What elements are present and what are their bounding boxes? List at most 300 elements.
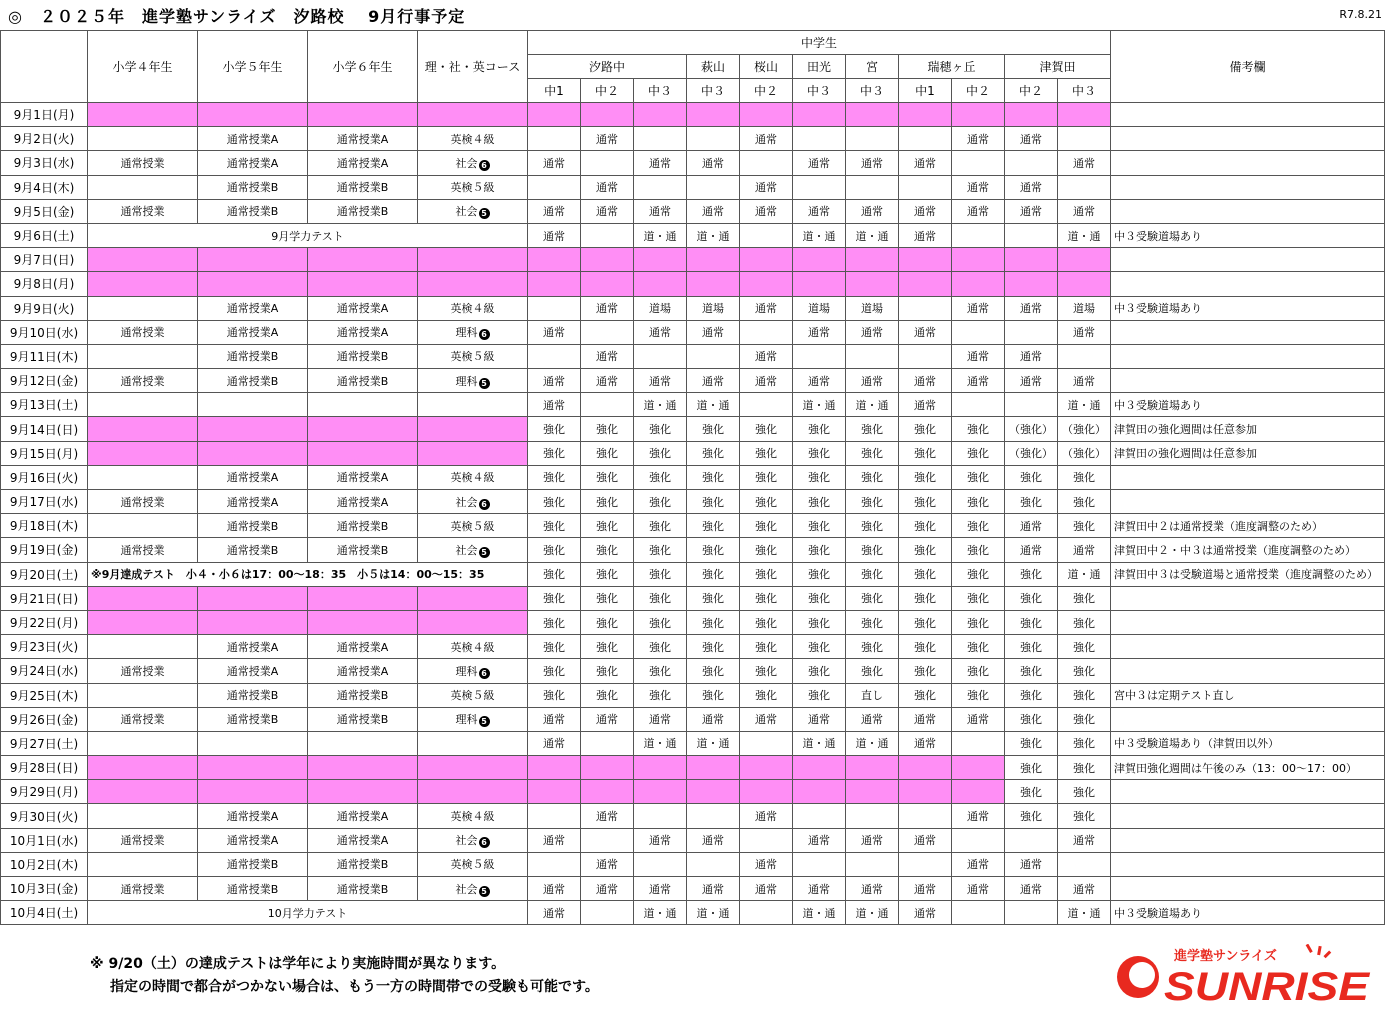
closed-cell [899,103,952,127]
middle-school-cell [740,151,793,175]
middle-school-cell: 道・通 [634,901,687,925]
school-header-sakurayama: 桜山 [740,55,793,79]
middle-school-cell: 強化 [1005,586,1058,610]
closed-cell [581,272,634,296]
middle-school-cell: 通常 [581,344,634,368]
elementary-cell: 通常授業A [198,828,308,852]
middle-school-cell: 通常 [687,151,740,175]
middle-school-cell: 強化 [528,490,581,514]
table-row [1,877,1385,901]
middle-school-cell: 強化 [1058,490,1111,514]
elementary-cell: 英検４級 [418,296,528,320]
date-cell: 9月18日(木) [1,514,88,538]
middle-school-cell: 強化 [1005,683,1058,707]
middle-school-cell: 道・通 [1058,901,1111,925]
middle-school-cell: 通常 [687,877,740,901]
middle-school-cell: （強化） [1005,417,1058,441]
closed-cell [687,756,740,780]
middle-school-cell: 強化 [740,538,793,562]
date-cell: 9月25日(木) [1,683,88,707]
table-row [1,586,1385,610]
date-cell: 9月11日(木) [1,344,88,368]
table-row [1,272,1385,296]
elementary-cell [308,731,418,755]
date-cell: 9月19日(金) [1,538,88,562]
middle-school-cell [793,344,846,368]
middle-school-cell: 通常 [1005,175,1058,199]
middle-school-cell: 強化 [1058,635,1111,659]
elementary-cell [418,877,528,901]
session-number-badge: 5 [479,547,490,558]
date-cell: 10月1日(水) [1,828,88,852]
date-cell: 9月6日(土) [1,223,88,247]
closed-cell [634,248,687,272]
closed-cell [528,272,581,296]
middle-school-cell: （強化） [1058,417,1111,441]
session-number-badge: 5 [479,886,490,897]
table-row [1,248,1385,272]
elementary-cell: 通常授業A [198,659,308,683]
middle-school-cell: 強化 [1058,514,1111,538]
closed-cell [308,103,418,127]
middle-school-cell [1005,223,1058,247]
closed-cell [528,780,581,804]
middle-school-cell: 強化 [952,610,1005,634]
table-row [1,344,1385,368]
middle-school-cell [634,804,687,828]
middle-school-cell: 通常 [581,127,634,151]
middle-school-cell [687,344,740,368]
middle-school-cell: 強化 [1058,659,1111,683]
middle-school-cell [634,127,687,151]
middle-school-cell: 強化 [528,635,581,659]
middle-school-cell: 強化 [687,586,740,610]
elementary-cell: 英検４級 [418,804,528,828]
table-row [1,828,1385,852]
remarks-cell [1111,151,1385,175]
middle-school-cell [1058,175,1111,199]
middle-school-cell [846,175,899,199]
middle-school-cell: 通常 [952,804,1005,828]
elementary-cell: 通常授業B [198,538,308,562]
grade-subheader: 中２ [581,79,634,103]
remarks-header: 備考欄 [1111,31,1385,103]
elementary-cell: 英検５級 [418,683,528,707]
elementary-cell: 通常授業A [198,635,308,659]
remarks-cell [1111,175,1385,199]
middle-school-cell: 強化 [740,417,793,441]
elementary-cell [88,514,198,538]
closed-cell [1005,272,1058,296]
date-cell: 9月4日(木) [1,175,88,199]
middle-school-cell [793,852,846,876]
closed-cell [88,272,198,296]
grade-subheader: 中３ [687,79,740,103]
elementary-cell: 英検４級 [418,127,528,151]
middle-school-cell [740,901,793,925]
middle-school-cell: 強化 [687,417,740,441]
middle-school-cell [581,731,634,755]
closed-cell [308,756,418,780]
middle-school-cell: 強化 [528,562,581,586]
middle-school-cell [899,804,952,828]
remarks-cell [1111,272,1385,296]
middle-school-cell [687,175,740,199]
closed-cell [952,780,1005,804]
middle-school-cell: 道・通 [846,223,899,247]
closed-cell [88,586,198,610]
table-row [1,804,1385,828]
closed-cell [581,248,634,272]
closed-cell [846,103,899,127]
elementary-cell: 通常授業A [308,635,418,659]
middle-school-cell: 強化 [581,417,634,441]
middle-school-cell [793,127,846,151]
middle-school-cell: 通常 [952,175,1005,199]
elementary-cell: 通常授業B [308,175,418,199]
table-row [1,417,1385,441]
middle-school-cell: 通常 [846,320,899,344]
middle-school-cell: 通常 [740,804,793,828]
closed-cell [528,248,581,272]
elementary-cell: 通常授業A [198,320,308,344]
middle-school-cell: 強化 [899,683,952,707]
elementary-cell: 通常授業A [308,465,418,489]
middle-school-cell: 通常 [687,369,740,393]
middle-school-cell: （強化） [1005,441,1058,465]
middle-school-cell: 強化 [899,417,952,441]
elementary-cell [88,344,198,368]
elementary-cell: 通常授業B [198,175,308,199]
middle-school-cell: 強化 [846,562,899,586]
table-row [1,659,1385,683]
middle-school-cell [740,828,793,852]
middle-school-cell: 道・通 [1058,562,1111,586]
middle-school-cell: 強化 [581,562,634,586]
middle-school-cell: 通常 [528,320,581,344]
table-row [1,901,1385,925]
middle-school-cell: 通常 [899,731,952,755]
table-row [1,103,1385,127]
remarks-cell [1111,369,1385,393]
school-header-tako: 田光 [793,55,846,79]
closed-cell [88,610,198,634]
elementary-cell: 通常授業A [308,127,418,151]
date-cell: 9月29日(月) [1,780,88,804]
closed-cell [793,103,846,127]
middle-school-cell: 強化 [740,659,793,683]
schedule-body [1,103,1385,925]
middle-school-cell [528,852,581,876]
middle-school-cell: 強化 [1058,780,1111,804]
middle-school-cell: 強化 [634,441,687,465]
closed-cell [418,586,528,610]
middle-school-cell: 通常 [634,320,687,344]
table-row [1,175,1385,199]
middle-school-cell: 通常 [687,199,740,223]
middle-school-cell: 強化 [1005,465,1058,489]
closed-cell [198,780,308,804]
middle-school-cell: 強化 [687,514,740,538]
middle-school-cell: 強化 [952,490,1005,514]
closed-cell [198,586,308,610]
middle-school-cell: 強化 [634,538,687,562]
middle-school-cell: 強化 [528,610,581,634]
elementary-cell: 通常授業B [308,852,418,876]
page-title: ◎ ２０２５年 進学塾サンライズ 汐路校 9月行事予定 [8,7,466,26]
session-number-badge: 6 [479,837,490,848]
closed-cell [634,272,687,296]
closed-cell [308,586,418,610]
table-row [1,707,1385,731]
table-row [1,127,1385,151]
middle-school-cell: 強化 [581,490,634,514]
middle-school-cell: 強化 [740,610,793,634]
middle-school-cell: 強化 [952,514,1005,538]
elementary-span-cell: ※9月達成テスト 小４・小６は17：00～18：35 小５は14：00～15：35 [88,562,528,586]
elementary-cell: 通常授業B [308,707,418,731]
school-header-mizuhogaoka: 瑞穂ヶ丘 [899,55,1005,79]
middle-school-cell: 通常 [528,369,581,393]
subject-label: 理科 [455,374,478,388]
elementary-cell: 英検５級 [418,175,528,199]
middle-school-cell: 通常 [581,707,634,731]
closed-cell [1005,103,1058,127]
closed-cell [793,756,846,780]
middle-school-cell [846,344,899,368]
closed-cell [846,248,899,272]
middle-school-cell: 強化 [793,610,846,634]
middle-school-cell [528,127,581,151]
remarks-cell [1111,828,1385,852]
grade-subheader: 中２ [740,79,793,103]
middle-school-cell [740,731,793,755]
middle-school-cell: 強化 [952,635,1005,659]
middle-school-cell: 通常 [740,852,793,876]
middle-school-cell: 強化 [634,562,687,586]
elementary-cell [88,804,198,828]
date-cell: 9月16日(火) [1,465,88,489]
middle-school-cell [952,828,1005,852]
middle-school-cell [581,151,634,175]
middle-school-cell: 強化 [1058,586,1111,610]
date-cell: 9月5日(金) [1,199,88,223]
grade-subheader: 中３ [1058,79,1111,103]
school-header-hagiyama: 萩山 [687,55,740,79]
middle-school-cell: 通常 [899,199,952,223]
subject-label: 理科 [455,326,478,340]
middle-school-cell: 通常 [1005,877,1058,901]
closed-cell [88,756,198,780]
remarks-cell [1111,877,1385,901]
middle-school-cell [846,804,899,828]
middle-school-cell: 強化 [952,538,1005,562]
elementary-cell: 通常授業A [308,320,418,344]
middle-school-cell: 強化 [581,465,634,489]
middle-school-cell: 強化 [952,562,1005,586]
date-cell: 10月3日(金) [1,877,88,901]
closed-cell [952,756,1005,780]
middle-school-cell: 通常 [581,877,634,901]
middle-school-cell [793,175,846,199]
closed-cell [308,441,418,465]
middle-school-cell: 通常 [581,804,634,828]
elementary-cell: 英検５級 [418,344,528,368]
middle-school-cell: 通常 [952,296,1005,320]
middle-school-cell: 通常 [581,199,634,223]
middle-school-cell: 強化 [1005,756,1058,780]
middle-school-cell: 強化 [634,683,687,707]
middle-school-cell: 通常 [793,151,846,175]
middle-school-cell: 強化 [793,659,846,683]
middle-school-cell: 道・通 [1058,223,1111,247]
middle-school-cell: 直し [846,683,899,707]
middle-school-cell: 強化 [793,417,846,441]
closed-cell [88,441,198,465]
remarks-cell [1111,804,1385,828]
elementary-cell: 通常授業A [308,804,418,828]
middle-school-cell: 強化 [952,586,1005,610]
closed-cell [740,103,793,127]
middle-school-cell: 強化 [687,465,740,489]
middle-school-cell: 通常 [1005,852,1058,876]
middle-school-cell: 強化 [1005,780,1058,804]
middle-school-cell: 強化 [793,441,846,465]
middle-school-cell [1005,901,1058,925]
elementary-cell: 通常授業B [308,683,418,707]
middle-school-cell: 強化 [952,465,1005,489]
middle-school-cell: 強化 [793,562,846,586]
closed-cell [581,780,634,804]
middle-school-cell: 強化 [846,659,899,683]
remarks-cell: 津賀田強化週間は午後のみ（13：00～17：00） [1111,756,1385,780]
closed-cell [899,756,952,780]
elementary-cell [198,731,308,755]
middle-school-cell: 道・通 [687,731,740,755]
table-row [1,296,1385,320]
middle-school-cell [1058,127,1111,151]
session-number-badge: 6 [479,160,490,171]
remarks-cell: 津賀田の強化週間は任意参加 [1111,417,1385,441]
middle-school-cell: 強化 [528,514,581,538]
middle-school-cell: 通常 [581,296,634,320]
middle-school-cell: 強化 [793,635,846,659]
middle-school-cell: 強化 [793,490,846,514]
middle-school-cell: 強化 [846,635,899,659]
middle-school-cell: 強化 [634,514,687,538]
middle-school-cell [581,393,634,417]
elementary-cell: 通常授業 [88,369,198,393]
schedule-table [0,30,1385,925]
elementary-cell: 通常授業 [88,320,198,344]
elementary-cell [418,828,528,852]
elementary-cell: 通常授業 [88,490,198,514]
elementary-cell [88,852,198,876]
date-cell: 10月2日(木) [1,852,88,876]
middle-school-cell: 強化 [634,610,687,634]
closed-cell [88,103,198,127]
closed-cell [308,780,418,804]
grade-subheader: 中1 [899,79,952,103]
middle-school-cell: 強化 [1005,635,1058,659]
sunrise-logo [1112,944,1377,1006]
middle-school-cell: 強化 [528,441,581,465]
middle-school-cell: 強化 [1005,610,1058,634]
middle-school-cell: 通常 [899,828,952,852]
middle-school-cell: 道場 [634,296,687,320]
middle-school-cell: 強化 [528,417,581,441]
school-header-shioji: 汐路中 [528,55,687,79]
middle-school-cell: 道・通 [793,731,846,755]
elementary-cell: 通常授業B [308,877,418,901]
middle-school-cell: 通常 [846,877,899,901]
middle-school-cell: 通常 [793,877,846,901]
middle-school-cell: 通常 [740,344,793,368]
middle-school-cell: 強化 [687,490,740,514]
middle-school-cell: 強化 [899,635,952,659]
middle-school-cell: 通常 [846,707,899,731]
middle-school-cell: 通常 [899,151,952,175]
middle-school-cell: 通常 [899,320,952,344]
middle-school-cell: 通常 [1058,538,1111,562]
remarks-cell: 中３受験道場あり [1111,296,1385,320]
table-row [1,490,1385,514]
middle-school-cell [952,731,1005,755]
middle-school-cell: 強化 [687,635,740,659]
middle-school-cell [899,344,952,368]
elementary-cell: 英検４級 [418,635,528,659]
grade-subheader: 中1 [528,79,581,103]
session-number-badge: 5 [479,378,490,389]
middle-school-cell: 通常 [1058,877,1111,901]
middle-school-cell [528,296,581,320]
middle-school-cell: 強化 [793,683,846,707]
elementary-cell: 通常授業A [198,151,308,175]
elementary-cell: 通常授業B [308,538,418,562]
middle-school-cell [687,127,740,151]
middle-school-cell: 通常 [740,127,793,151]
middle-school-cell: 通常 [793,707,846,731]
middle-school-cell: 通常 [634,369,687,393]
closed-cell [528,756,581,780]
closed-cell [418,756,528,780]
middle-school-cell: 通常 [1005,199,1058,223]
remarks-cell [1111,610,1385,634]
middle-school-cell: 強化 [528,538,581,562]
middle-school-cell [581,223,634,247]
middle-school-cell [1058,852,1111,876]
course-header: 理・社・英コース [418,31,528,103]
closed-cell [1058,272,1111,296]
middle-school-cell: 強化 [687,683,740,707]
closed-cell [308,610,418,634]
table-row [1,610,1385,634]
table-row [1,852,1385,876]
middle-school-cell [1058,344,1111,368]
middle-school-cell [952,151,1005,175]
middle-school-cell: 通常 [687,707,740,731]
middle-school-cell: 強化 [793,514,846,538]
elementary-cell: 通常授業A [308,828,418,852]
logo-small-text: 進学塾サンライズ [1174,949,1277,964]
middle-school-cell: 通常 [528,707,581,731]
middle-school-cell: 通常 [952,369,1005,393]
date-cell: 9月22日(月) [1,610,88,634]
middle-school-cell: 強化 [899,514,952,538]
closed-cell [899,248,952,272]
footnote-line-2: 指定の時間で都合がつかない場合は、もう一方の時間帯での受験も可能です。 [110,979,599,995]
middle-school-cell: 強化 [687,562,740,586]
